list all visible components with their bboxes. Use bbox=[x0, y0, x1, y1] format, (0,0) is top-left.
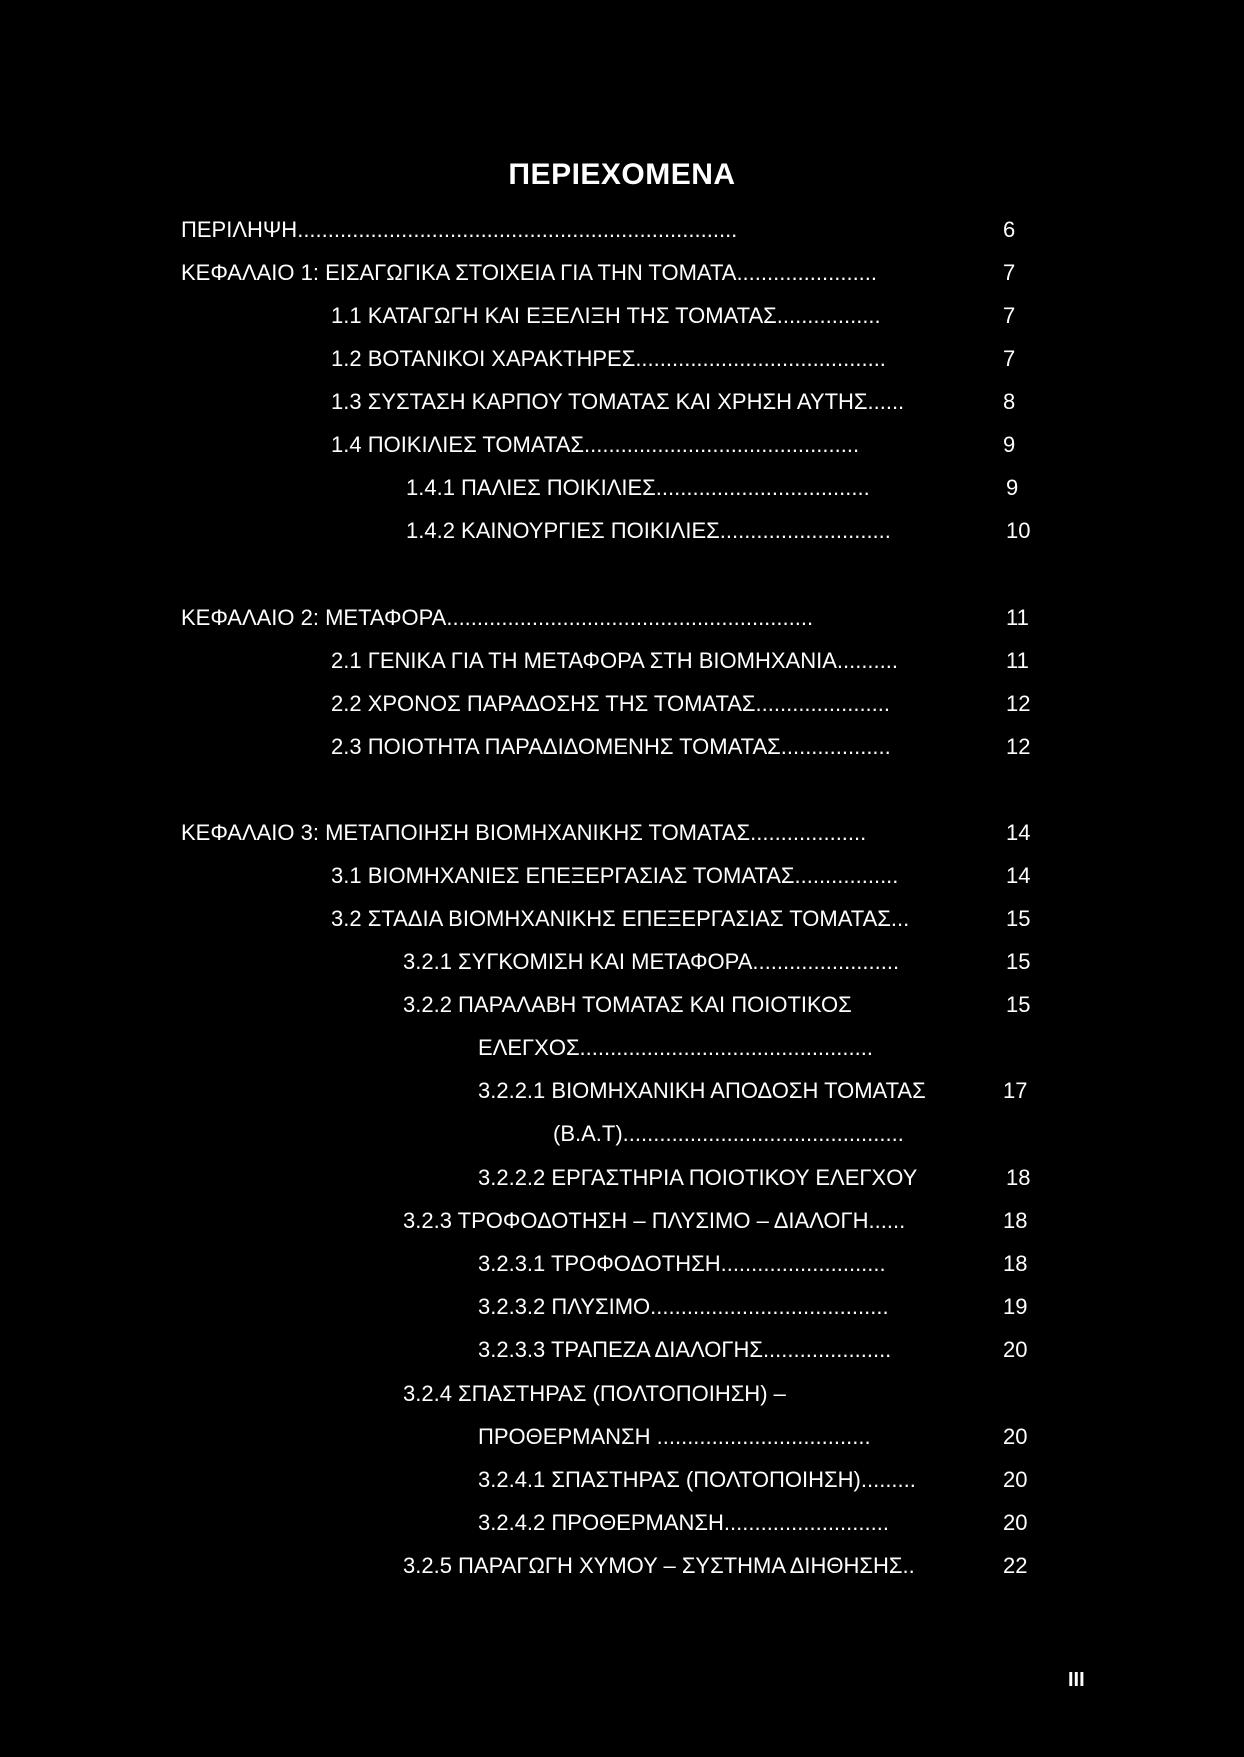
toc-entry-text: 1.4 ΠΟΙΚΙΛΙΕΣ ΤΟΜΑΤΑΣ bbox=[331, 432, 584, 457]
toc-entry bbox=[478, 1078, 926, 1104]
toc-entry bbox=[403, 949, 899, 975]
toc-entry-text: 3.2.3.1 ΤΡΟΦΟΔΟΤΗΣΗ bbox=[478, 1251, 721, 1276]
toc-entry bbox=[406, 475, 870, 501]
toc-page-number: 12 bbox=[1006, 691, 1031, 716]
toc-entry-text: ΚΕΦΑΛΑΙΟ 3: ΜΕΤΑΠΟΙΗΣΗ ΒΙΟΜΗΧΑΝΙΚΗΣ ΤΟΜΑΤΑΣ bbox=[181, 820, 751, 845]
toc-entry bbox=[406, 518, 891, 544]
toc-leader: ........................... bbox=[720, 1251, 886, 1276]
toc-leader: .................. bbox=[780, 734, 891, 759]
toc-page-number: 19 bbox=[1003, 1294, 1028, 1319]
toc-entry-text: 1.2 ΒΟΤΑΝΙΚΟΙ ΧΑΡΑΚΤΗΡΕΣ bbox=[331, 346, 636, 371]
toc-page-number: 10 bbox=[1006, 518, 1031, 543]
toc-entry bbox=[478, 1337, 891, 1363]
toc-leader: ................... bbox=[750, 820, 867, 845]
toc-page-number: 6 bbox=[1003, 217, 1016, 242]
toc-entry bbox=[403, 1553, 915, 1579]
toc-leader: ................................... bbox=[650, 1424, 871, 1449]
toc-entry-text: ΠΕΡΙΛΗΨΗ bbox=[181, 217, 298, 242]
toc-entry-text: 1.4.1 ΠΑΛΙΕΣ ΠΟΙΚΙΛΙΕΣ bbox=[406, 475, 656, 500]
toc-entry bbox=[478, 1294, 889, 1320]
toc-leader: ....................... bbox=[736, 260, 878, 285]
toc-leader: ... bbox=[890, 906, 910, 931]
toc-entry bbox=[553, 1121, 904, 1147]
toc-leader: .......... bbox=[836, 648, 898, 673]
toc-entry bbox=[331, 432, 859, 458]
toc-entry bbox=[331, 863, 898, 889]
toc-entry bbox=[181, 820, 866, 846]
toc-entry-text: 3.2.1 ΣΥΓΚΟΜΙΣΗ ΚΑΙ ΜΕΤΑΦΟΡΑ bbox=[403, 949, 753, 974]
toc-entry bbox=[478, 1251, 886, 1277]
toc-page-number: 14 bbox=[1006, 863, 1031, 888]
toc-leader: ................. bbox=[794, 863, 899, 888]
toc-page-number: 11 bbox=[1006, 605, 1029, 630]
toc-page-number: 20 bbox=[1003, 1467, 1028, 1492]
toc-page-number: 9 bbox=[1003, 432, 1016, 457]
toc-entry-text: 3.2.2.1 ΒΙΟΜΗΧΑΝΙΚΗ ΑΠΟΔΟΣΗ ΤΟΜΑΤΑΣ bbox=[478, 1078, 926, 1103]
toc-entry bbox=[403, 1208, 905, 1234]
toc-entry bbox=[331, 734, 891, 760]
toc-page-number: 7 bbox=[1003, 260, 1016, 285]
toc-leader: ........................... bbox=[723, 1510, 889, 1535]
toc-entry bbox=[403, 1381, 786, 1407]
toc-leader: ..................... bbox=[762, 1337, 892, 1362]
toc-entry-text: 3.2 ΣΤΑΔΙΑ ΒΙΟΜΗΧΑΝΙΚΗΣ ΕΠΕΞΕΡΓΑΣΙΑΣ ΤΟΜΑΤΑΣ bbox=[331, 906, 891, 931]
toc-entry bbox=[331, 303, 881, 329]
toc-page-number: 20 bbox=[1003, 1424, 1028, 1449]
toc-leader: ............................................................ bbox=[446, 605, 814, 630]
toc-entry bbox=[181, 605, 813, 631]
toc-page-number: 22 bbox=[1003, 1553, 1028, 1578]
toc-entry-text: ΕΛΕΓΧΟΣ bbox=[478, 1035, 580, 1060]
toc-leader: ............................................. bbox=[584, 432, 860, 457]
toc-entry bbox=[331, 346, 886, 372]
toc-entry-text: ΚΕΦΑΛΑΙΟ 1: ΕΙΣΑΓΩΓΙΚΑ ΣΤΟΙΧΕΙΑ ΓΙΑ ΤΗΝ ΤΟΜΑΤΑ bbox=[181, 260, 737, 285]
toc-page-number: 20 bbox=[1003, 1337, 1028, 1362]
toc-entry-text: (Β.Α.Τ) bbox=[553, 1121, 623, 1146]
toc-page-number: 7 bbox=[1003, 346, 1016, 371]
toc-page-number: 15 bbox=[1006, 992, 1031, 1017]
toc-leader: ...................... bbox=[755, 691, 891, 716]
toc-entry bbox=[331, 389, 904, 415]
toc-leader: ........................................................................ bbox=[297, 217, 738, 242]
toc-leader: ....................................... bbox=[650, 1294, 889, 1319]
page-title: ΠΕΡΙΕΧΟΜΕΝΑ bbox=[508, 158, 736, 191]
toc-leader: ...... bbox=[868, 1208, 906, 1233]
toc-page-number: 18 bbox=[1003, 1251, 1028, 1276]
toc-entry-text: ΠΡΟΘΕΡΜΑΝΣΗ bbox=[478, 1424, 651, 1449]
toc-entry-text: 3.2.2 ΠΑΡΑΛΑΒΗ ΤΟΜΑΤΑΣ ΚΑΙ ΠΟΙΟΤΙΚΟΣ bbox=[403, 992, 852, 1017]
toc-entry bbox=[331, 906, 909, 932]
toc-entry-text: 1.1 ΚΑΤΑΓΩΓΗ ΚΑΙ ΕΞΕΛΙΞΗ ΤΗΣ ΤΟΜΑΤΑΣ bbox=[331, 303, 777, 328]
toc-page-number: 20 bbox=[1003, 1510, 1028, 1535]
toc-page-number: 9 bbox=[1006, 475, 1019, 500]
toc-entry bbox=[478, 1467, 916, 1493]
toc-entry-text: 3.2.3.2 ΠΛΥΣΙΜΟ bbox=[478, 1294, 651, 1319]
toc-page-number: 15 bbox=[1006, 949, 1031, 974]
toc-entry-text: 3.2.4 ΣΠΑΣΤΗΡΑΣ (ΠΟΛΤΟΠΟΙΗΣΗ) – bbox=[403, 1381, 786, 1406]
toc-entry-text: 3.2.2.2 ΕΡΓΑΣΤΗΡΙΑ ΠΟΙΟΤΙΚΟΥ ΕΛΕΓΧΟΥ bbox=[478, 1165, 918, 1190]
toc-entry bbox=[331, 648, 898, 674]
toc-entry bbox=[331, 691, 890, 717]
toc-leader: ......... bbox=[860, 1467, 916, 1492]
toc-page-number: 12 bbox=[1006, 734, 1031, 759]
toc-leader: ...... bbox=[867, 389, 905, 414]
toc-entry bbox=[403, 992, 852, 1018]
toc-entry-text: 2.2 ΧΡΟΝΟΣ ΠΑΡΑΔΟΣΗΣ ΤΗΣ ΤΟΜΑΤΑΣ bbox=[331, 691, 756, 716]
toc-leader: ................. bbox=[776, 303, 881, 328]
toc-page-number: 18 bbox=[1006, 1165, 1031, 1190]
toc-page-number: 17 bbox=[1003, 1078, 1028, 1103]
toc-leader: .............................................. bbox=[622, 1121, 904, 1146]
toc-entry bbox=[181, 260, 877, 286]
toc-leader: ......................................... bbox=[635, 346, 886, 371]
toc-leader: .. bbox=[902, 1553, 915, 1578]
toc-page-number: 15 bbox=[1006, 906, 1031, 931]
toc-leader: ................................... bbox=[655, 475, 870, 500]
toc-entry-text: ΚΕΦΑΛΑΙΟ 2: ΜΕΤΑΦΟΡΑ bbox=[181, 605, 447, 630]
toc-entry bbox=[478, 1035, 873, 1061]
toc-page-number: 14 bbox=[1006, 820, 1031, 845]
toc-page-number: 8 bbox=[1003, 389, 1016, 414]
toc-entry-text: 3.2.3.3 ΤΡΑΠΕΖΑ ΔΙΑΛΟΓΗΣ bbox=[478, 1337, 763, 1362]
toc-entry bbox=[181, 217, 737, 243]
toc-leader: ................................................ bbox=[579, 1035, 873, 1060]
toc-entry-text: 2.3 ΠΟΙΟΤΗΤΑ ΠΑΡΑΔΙΔΟΜΕΝΗΣ ΤΟΜΑΤΑΣ bbox=[331, 734, 781, 759]
toc-entry-text: 1.4.2 ΚΑΙΝΟΥΡΓΙΕΣ ΠΟΙΚΙΛΙΕΣ bbox=[406, 518, 720, 543]
toc-page-number: 7 bbox=[1003, 303, 1016, 328]
toc-entry bbox=[478, 1424, 871, 1450]
toc-entry-text: 3.2.4.2 ΠΡΟΘΕΡΜΑΝΣΗ bbox=[478, 1510, 724, 1535]
toc-entry bbox=[478, 1165, 917, 1191]
toc-entry-text: 3.1 ΒΙΟΜΗΧΑΝΙΕΣ ΕΠΕΞΕΡΓΑΣΙΑΣ ΤΟΜΑΤΑΣ bbox=[331, 863, 795, 888]
toc-page-number: 11 bbox=[1006, 648, 1029, 673]
page-number: III bbox=[1068, 1669, 1085, 1691]
toc-entry-text: 3.2.4.1 ΣΠΑΣΤΗΡΑΣ (ΠΟΛΤΟΠΟΙΗΣΗ) bbox=[478, 1467, 861, 1492]
toc-entry-text: 1.3 ΣΥΣΤΑΣΗ ΚΑΡΠΟΥ ΤΟΜΑΤΑΣ ΚΑΙ ΧΡΗΣΗ ΑΥΤΗΣ bbox=[331, 389, 868, 414]
toc-page-number: 18 bbox=[1003, 1208, 1028, 1233]
toc-entry-text: 2.1 ΓΕΝΙΚΑ ΓΙΑ ΤΗ ΜΕΤΑΦΟΡΑ ΣΤΗ ΒΙΟΜΗΧΑΝΙΑ bbox=[331, 648, 837, 673]
toc-leader: ............................ bbox=[719, 518, 891, 543]
toc-entry-text: 3.2.5 ΠΑΡΑΓΩΓΗ ΧΥΜΟΥ – ΣΥΣΤΗΜΑ ΔΙΗΘΗΣΗΣ bbox=[403, 1553, 903, 1578]
toc-entry-text: 3.2.3 ΤΡΟΦΟΔΟΤΗΣΗ – ΠΛΥΣΙΜΟ – ΔΙΑΛΟΓΗ bbox=[403, 1208, 869, 1233]
toc-leader: ........................ bbox=[752, 949, 900, 974]
toc-entry bbox=[478, 1510, 889, 1536]
